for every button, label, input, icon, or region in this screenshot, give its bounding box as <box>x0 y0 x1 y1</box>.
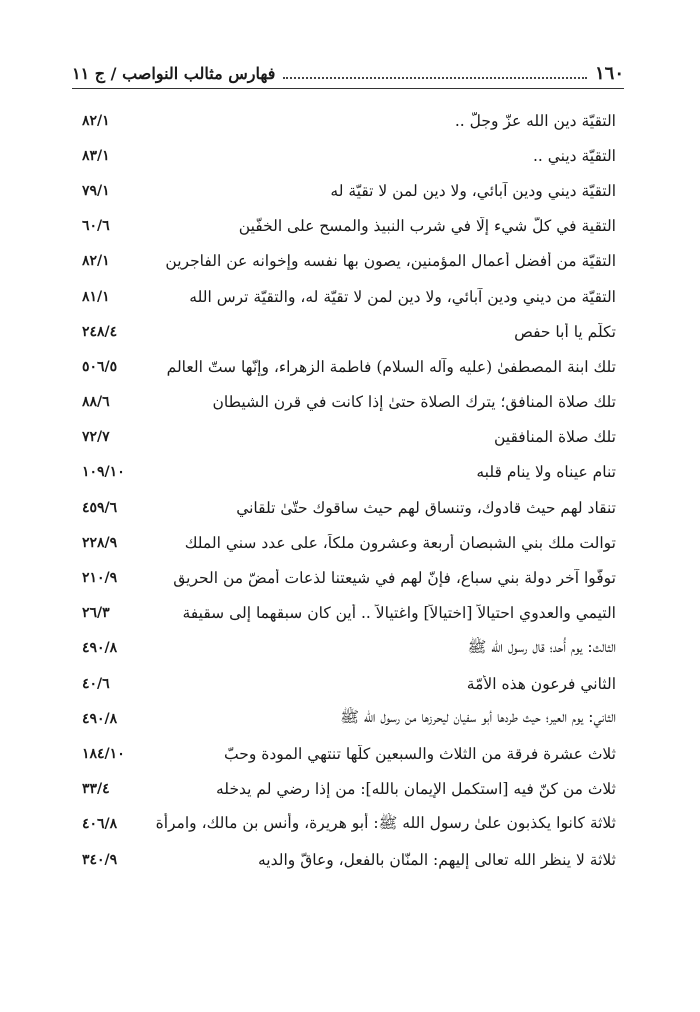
index-entry <box>82 173 616 208</box>
index-entry <box>82 138 616 173</box>
entry-text: التقيّة دين الله عزّ وجلّ .. <box>454 111 616 130</box>
entry-reference: ١٨٤/١٠ <box>82 745 125 762</box>
entry-text: توالت ملك بني الشبصان أربعة وعشرون ملكاً، على عدد سني الملك <box>184 533 616 552</box>
entry-reference: ٤٠/٦ <box>82 675 110 692</box>
index-entry <box>82 807 616 842</box>
header-title: فهارس مثالب النواصب / ج ١١ <box>72 63 276 83</box>
entry-reference: ٨٨/٦ <box>82 394 110 411</box>
index-entry <box>82 279 616 314</box>
entry-reference: ٤٩٠/٨ <box>82 640 118 657</box>
index-entry <box>82 209 616 244</box>
entry-text: توفّوا آخر دولة بني سباع، فإنّ لهم في شيعتنا لذعات أمضّ من الحريق <box>173 569 616 588</box>
entry-reference: ٥٠٦/٥ <box>82 358 118 375</box>
running-header <box>72 58 624 89</box>
index-entry <box>82 772 616 807</box>
entry-text: الثاني: يوم العير؛ حيث طردها أبو سفيان ليحرزها من رسول الله ﷺ <box>340 708 616 727</box>
index-entry <box>82 455 616 490</box>
entry-text: التقيّة ديني ودين آبائي، ولا دين لمن لا تقيّة له <box>330 181 616 200</box>
entry-text: ثلاث عشرة فرقة من الثلاث والسبعين كلّها تنتهي المودة وحبّ <box>224 744 616 763</box>
index-list <box>82 103 616 877</box>
entry-text: التقيّة ديني .. <box>532 146 616 165</box>
index-entry <box>82 420 616 455</box>
entry-text: تلك صلاة المنافق؛ يترك الصلاة حتىٰ إذا كانت في قرن الشيطان <box>212 393 616 412</box>
index-entry <box>82 385 616 420</box>
index-entry <box>82 244 616 279</box>
index-entry <box>82 701 616 736</box>
entry-reference: ٤٠٦/٨ <box>82 816 118 833</box>
header-dot-leader <box>283 67 587 79</box>
index-entry <box>82 314 616 349</box>
entry-text: ثلاث من كنّ فيه [استكمل الإيمان بالله]: من إذا رضي لم يدخله <box>216 780 616 799</box>
index-entry <box>82 349 616 384</box>
entry-text: الثاني فرعون هذه الأُمّة <box>466 674 616 693</box>
entry-reference: ٧٢/٧ <box>82 429 110 446</box>
entry-reference: ١٠٩/١٠ <box>82 464 125 481</box>
index-entry <box>82 736 616 771</box>
entry-text: تكلّم يا أبا حفص <box>514 322 616 341</box>
entry-text: تلك صلاة المنافقين <box>493 428 616 447</box>
entry-text: ثلاثة كانوا يكذبون علىٰ رسول الله ﷺ: أبو هريرة، وأنس بن مالك، وامرأة <box>156 813 616 832</box>
entry-reference: ٣٤٠/٩ <box>82 851 118 868</box>
entry-reference: ٤٩٠/٨ <box>82 710 118 727</box>
entry-reference: ٢٢٨/٩ <box>82 534 118 551</box>
entry-text: التقيّة من ديني ودين آبائي، ولا دين لمن لا تقيّة له، والتقيّة ترس الله <box>189 287 616 306</box>
entry-reference: ٤٥٩/٦ <box>82 499 118 516</box>
entry-reference: ٨٢/١ <box>82 112 110 129</box>
index-entry <box>82 525 616 560</box>
index-entry <box>82 490 616 525</box>
index-entry <box>82 842 616 877</box>
entry-text: الثالث: يوم أُحد؛ قال رسول الله ﷺ <box>467 637 616 656</box>
entry-reference: ٧٩/١ <box>82 182 110 199</box>
entry-text: التقية في كلّ شيء إلّا في شرب النبيذ والمسح على الخفّين <box>238 217 616 236</box>
entry-reference: ٢٤٨/٤ <box>82 323 118 340</box>
entry-text: تنام عيناه ولا ينام قلبه <box>476 463 616 482</box>
entry-text: تنقاد لهم حيث قادوك، وتنساق لهم حيث ساقوك حتّىٰ تلقاني <box>236 498 616 517</box>
entry-reference: ٨٣/١ <box>82 147 110 164</box>
entry-reference: ٦٠/٦ <box>82 218 110 235</box>
page-number: ١٦٠ <box>594 62 624 84</box>
entry-reference: ٨٢/١ <box>82 253 110 270</box>
entry-reference: ٢١٠/٩ <box>82 570 118 587</box>
index-entry <box>82 560 616 595</box>
index-entry <box>82 666 616 701</box>
entry-reference: ٨١/١ <box>82 288 110 305</box>
entry-text: التقيّة من أفضل أعمال المؤمنين، يصون بها نفسه وإخوانه عن الفاجرين <box>165 252 616 271</box>
index-entry <box>82 596 616 631</box>
entry-reference: ٣٣/٤ <box>82 781 110 798</box>
index-entry <box>82 103 616 138</box>
entry-text: ثلاثة لا ينظر الله تعالى إليهم: المنّان بالفعل، وعاقّ والديه <box>258 850 616 869</box>
index-entry <box>82 631 616 666</box>
entry-text: تلك ابنة المصطفىٰ (عليه وآله السلام) فاطمة الزهراء، وإنّها ستّ العالم <box>166 357 616 376</box>
entry-text: التيمي والعدوي احتيالاً [اختيالاً] واغتيالاً .. أين كان سبقهما إلى سقيفة <box>182 604 616 623</box>
entry-reference: ٢٦/٣ <box>82 605 110 622</box>
